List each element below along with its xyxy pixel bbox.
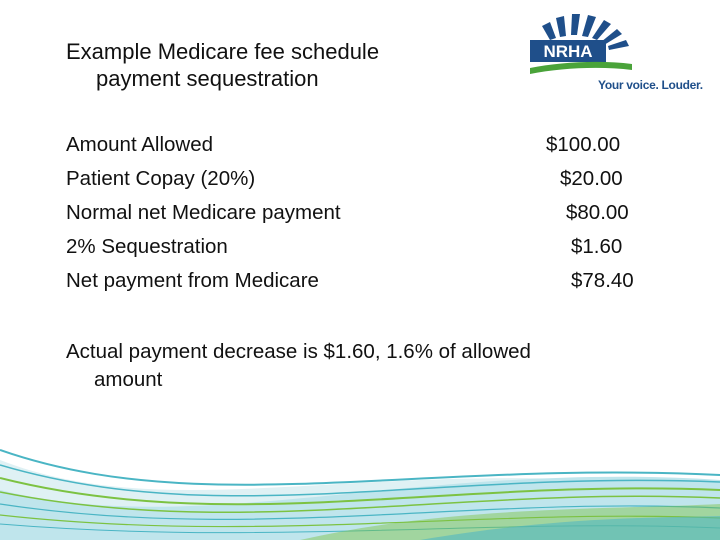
row-amount: $20.00 <box>560 167 623 190</box>
summary-text <box>66 338 666 394</box>
summary-line-2: amount <box>94 368 163 391</box>
row-label: Patient Copay (20%) <box>66 167 256 190</box>
table-row <box>66 200 666 234</box>
table-row <box>66 268 666 302</box>
decorative-waves <box>0 420 720 540</box>
payment-table <box>66 132 666 302</box>
title-line-2: payment sequestration <box>96 66 319 91</box>
nrha-logo <box>520 12 710 102</box>
slide-title <box>66 38 486 92</box>
row-amount: $80.00 <box>566 201 629 224</box>
row-label: Net payment from Medicare <box>66 269 319 292</box>
row-amount: $1.60 <box>571 235 623 258</box>
table-row <box>66 166 666 200</box>
logo-org-text: NRHA <box>543 42 593 61</box>
row-label: Amount Allowed <box>66 133 214 156</box>
summary-line-1: Actual payment decrease is $1.60, 1.6% of allowed <box>66 340 531 363</box>
row-amount: $100.00 <box>546 133 621 156</box>
nrha-logo-mark <box>520 12 710 78</box>
logo-tagline: Your voice. Louder. <box>598 78 703 92</box>
table-row <box>66 234 666 268</box>
row-label: Normal net Medicare payment <box>66 201 341 224</box>
table-row <box>66 132 666 166</box>
title-line-1: Example Medicare fee schedule <box>66 39 380 64</box>
row-amount: $78.40 <box>571 269 634 292</box>
row-label: 2% Sequestration <box>66 235 228 258</box>
